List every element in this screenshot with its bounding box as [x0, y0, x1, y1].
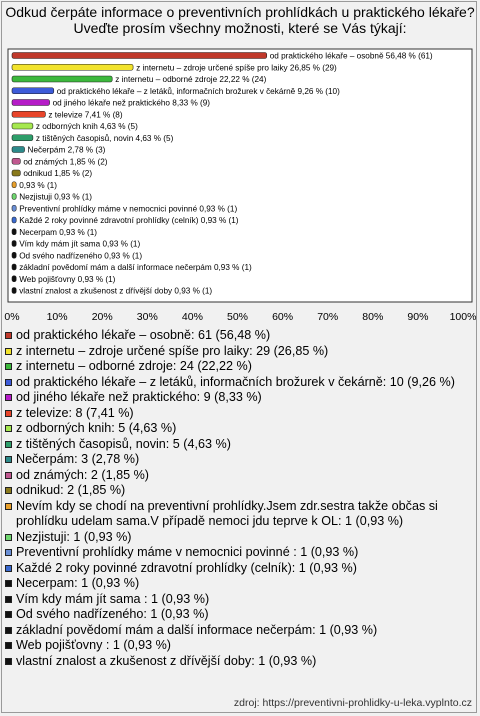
- bar-label-12: Nezjistuji 0,93 % (1): [19, 192, 93, 202]
- x-tick-10: 100%: [449, 311, 477, 323]
- legend: [5, 328, 473, 669]
- bar-chart: [0, 0, 480, 330]
- legend-label: Preventivní prohlídky máme v nemocnici povinné : 1 (0,93 %): [16, 545, 359, 559]
- legend-item: [5, 623, 473, 639]
- legend-label: Každé 2 roky povinné zdravotní prohlídky (celník): 1 (0,93 %): [16, 560, 357, 575]
- x-axis-ticks: [4, 311, 476, 323]
- bar-label-1: z internetu – zdroje určené spíše pro laiky 26,85 % (29): [136, 63, 337, 73]
- legend-item: [5, 607, 473, 623]
- bar-label-10: odnikud 1,85 % (2): [23, 169, 93, 178]
- x-tick-8: 80%: [362, 311, 384, 323]
- bar-label-4: od jiného lékaře než praktického 8,33 % (9): [52, 98, 211, 108]
- bar-17: [12, 252, 16, 258]
- bar-label-15: Necerpam 0,93 % (1): [19, 227, 98, 237]
- legend-label: Web pojišťovny : 1 (0,93 %): [16, 638, 171, 652]
- bar-label-9: od známých 1,85 % (2): [23, 157, 108, 167]
- bar-label-2: z internetu – odborné zdroje 22,22 % (24): [115, 75, 267, 84]
- x-tick-6: 60%: [272, 311, 294, 323]
- legend-item: [5, 576, 473, 592]
- bar-13: [12, 205, 16, 211]
- legend-swatch: [5, 642, 12, 649]
- legend-label: Nezjistuji: 1 (0,93 %): [16, 529, 132, 544]
- bar-7: [12, 135, 33, 141]
- bar-16: [12, 241, 16, 247]
- legend-swatch: [5, 456, 12, 463]
- bar-label-13: Preventivní prohlídky máme v nemocnici povinné 0,93 % (1): [19, 204, 238, 214]
- bar-label-17: Od svého nadřízeného 0,93 % (1): [19, 251, 143, 261]
- legend-item: [5, 638, 473, 654]
- x-tick-4: 40%: [181, 311, 203, 323]
- bar-5: [12, 111, 45, 117]
- bar-label-20: vlastní znalost a zkušenost z dřívější doby 0,93 % (1): [19, 286, 213, 296]
- legend-item: [5, 483, 473, 499]
- legend-item: [5, 359, 473, 375]
- legend-item: [5, 654, 473, 670]
- legend-item: [5, 375, 473, 391]
- x-tick-1: 10%: [46, 311, 68, 323]
- legend-label: od jiného lékaře než praktického: 9 (8,33 %): [16, 390, 262, 404]
- bar-9: [12, 158, 20, 164]
- x-tick-5: 50%: [226, 311, 249, 323]
- bar-label-18: základní povědomí mám a další informace nečerpám 0,93 % (1): [19, 263, 252, 272]
- legend-label: Necerpam: 1 (0,93 %): [16, 576, 140, 590]
- legend-swatch: [5, 611, 12, 618]
- bar-12: [12, 194, 16, 200]
- legend-label: Nevím kdy se chodí na preventivní prohlídky.Jsem zdr.sestra takže občas si prohlídku udelam sama.V případě nemoci jdu teprve k OL: 1 (0,93 %): [16, 498, 438, 528]
- bar-label-7: z tištěných časopisů, novin 4,63 % (5): [35, 133, 174, 143]
- legend-label: odnikud: 2 (1,85 %): [16, 483, 126, 497]
- legend-label: z odborných knih: 5 (4,63 %): [16, 421, 177, 435]
- bar-20: [12, 288, 16, 294]
- legend-swatch: [5, 363, 12, 370]
- legend-label: vlastní znalost a zkušenost z dřívější doby: 1 (0,93 %): [16, 653, 317, 668]
- legend-item: [5, 344, 473, 360]
- legend-swatch: [5, 394, 12, 401]
- bar-2: [12, 76, 112, 82]
- bar-19: [12, 276, 16, 282]
- legend-label: Od svého nadřízeného: 1 (0,93 %): [16, 607, 209, 621]
- bar-label-11: 0,93 % (1): [19, 180, 57, 190]
- bar-1: [12, 64, 133, 70]
- bar-4: [12, 100, 50, 106]
- bar-11: [12, 182, 16, 188]
- legend-swatch: [5, 549, 12, 556]
- legend-swatch: [5, 487, 12, 494]
- legend-swatch: [5, 441, 12, 448]
- legend-item: [5, 561, 473, 577]
- legend-swatch: [5, 503, 12, 510]
- legend-swatch: [5, 332, 12, 339]
- bar-label-8: Nečerpám 2,78 % (3): [27, 145, 106, 155]
- source-credit: zdroj: https://preventivni-prohlidky-u-leka.vyplnto.cz: [233, 697, 472, 709]
- legend-label: Vím kdy mám jít sama : 1 (0,93 %): [16, 591, 210, 606]
- legend-item: [5, 499, 473, 530]
- legend-label: z televize: 8 (7,41 %): [16, 405, 134, 420]
- legend-item: [5, 437, 473, 453]
- x-tick-0: 0%: [4, 311, 20, 323]
- legend-item: [5, 452, 473, 468]
- legend-item: [5, 421, 473, 437]
- bar-label-16: Vím kdy mám jít sama 0,93 % (1): [19, 239, 141, 249]
- legend-swatch: [5, 410, 12, 417]
- bar-label-3: od praktického lékaře – z letáků, informačních brožurek v čekárně 9,26 % (10): [56, 86, 340, 96]
- bar-8: [12, 147, 25, 153]
- legend-item: [5, 592, 473, 608]
- legend-item: [5, 328, 473, 344]
- legend-swatch: [5, 627, 12, 634]
- chart-title: Odkud čerpáte informace o preventivních prohlídkách u praktického lékaře? Uveďte prosím všechny možnosti, které se Vás týkají:: [5, 4, 475, 36]
- legend-swatch: [5, 472, 12, 479]
- x-tick-3: 30%: [136, 311, 158, 323]
- bar-label-19: Web pojišťovny 0,93 % (1): [19, 274, 116, 284]
- bar-label-5: z televize 7,41 % (8): [48, 110, 123, 120]
- legend-label: z internetu – zdroje určené spíše pro laiky: 29 (26,85 %): [16, 343, 329, 358]
- legend-label: z internetu – odborné zdroje: 24 (22,22 %): [16, 359, 252, 373]
- legend-item: [5, 545, 473, 561]
- legend-swatch: [5, 379, 12, 386]
- legend-swatch: [5, 580, 12, 587]
- legend-label: z tištěných časopisů, novin: 5 (4,63 %): [16, 436, 231, 451]
- bar-label-0: od praktického lékaře – osobně 56,48 % (61): [269, 51, 433, 61]
- x-tick-7: 70%: [317, 311, 339, 323]
- bar-18: [12, 264, 16, 270]
- bar-14: [12, 217, 16, 223]
- bar-label-6: z odborných knih 4,63 % (5): [35, 122, 138, 131]
- legend-label: od praktického lékaře – osobně: 61 (56,48 %): [16, 328, 271, 342]
- x-tick-9: 90%: [407, 311, 429, 323]
- bar-10: [12, 170, 20, 176]
- legend-label: Nečerpám: 3 (2,78 %): [16, 452, 140, 466]
- legend-label: od praktického lékaře – z letáků, informačních brožurek v čekárně: 10 (9,26 %): [16, 374, 455, 389]
- bar-15: [12, 229, 16, 235]
- legend-swatch: [5, 534, 12, 541]
- legend-swatch: [5, 425, 12, 432]
- legend-item: [5, 468, 473, 484]
- legend-item: [5, 530, 473, 546]
- bar-label-14: Každé 2 roky povinné zdravotní prohlídky (celník) 0,93 % (1): [19, 216, 239, 225]
- legend-swatch: [5, 596, 12, 603]
- legend-item: [5, 390, 473, 406]
- bar-6: [12, 123, 33, 129]
- legend-item: [5, 406, 473, 422]
- legend-swatch: [5, 348, 12, 355]
- legend-label: od známých: 2 (1,85 %): [16, 467, 149, 482]
- legend-label: základní povědomí mám a další informace nečerpám: 1 (0,93 %): [16, 622, 378, 637]
- legend-swatch: [5, 565, 12, 572]
- bar-3: [12, 88, 54, 94]
- legend-swatch: [5, 658, 12, 665]
- bar-0: [12, 53, 267, 59]
- x-tick-2: 20%: [91, 311, 113, 323]
